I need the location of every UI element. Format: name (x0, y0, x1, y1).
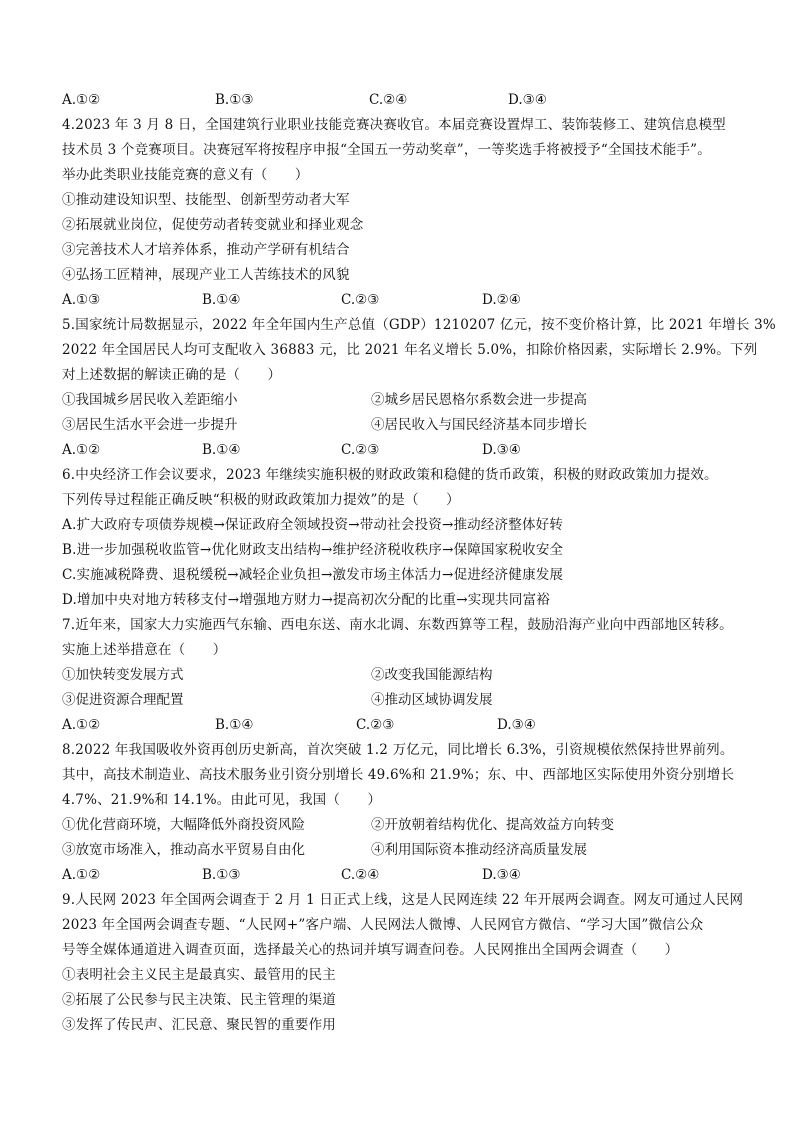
q4-options (62, 288, 762, 313)
q7-item: ④推动区域协调发展 (371, 692, 493, 708)
q4-item: ②拓展就业岗位，促使劳动者转变就业和择业观念 (62, 217, 364, 233)
q7-items-row (62, 663, 762, 688)
q8-item: ②开放朝着结构优化、提高效益方向转变 (371, 817, 614, 833)
option-c: C.②③ (341, 292, 380, 308)
option-a: A.①② (62, 717, 101, 733)
q4-stem-line: 举办此类职业技能竞赛的意义有（ ） (62, 167, 309, 183)
q9-item: ③发挥了传民声、汇民意、聚民智的重要作用 (62, 1017, 336, 1033)
q4-stem-line: 4.2023 年 3 月 8 日，全国建筑行业职业技能竞赛决赛收官。本届竞赛设置焊工、装饰装修工、建筑信息模型 (62, 117, 726, 133)
q7-stem-line: 7.近年来，国家大力实施西气东输、西电东送、南水北调、东数西算等工程，鼓励沿海产业向中西部地区转移。 (62, 617, 733, 633)
q5-items-row (62, 413, 762, 438)
q9-item: ②拓展了公民参与民主决策、民主管理的渠道 (62, 992, 336, 1008)
q5-item: ④居民收入与国民经济基本同步增长 (371, 417, 587, 433)
option-a: A.①③ (62, 292, 101, 308)
q7-item: ③促进资源合理配置 (62, 692, 184, 708)
q6-choice-b: B.进一步加强税收监管→优化财政支出结构→维护经济税收秩序→保障国家税收安全 (62, 542, 564, 558)
option-c: C.②④ (369, 92, 408, 108)
q7-items-row (62, 688, 762, 713)
option-c: C.②③ (356, 717, 395, 733)
q6-choice-a: A.扩大政府专项债券规模→保证政府全领域投资→带动社会投资→推动经济整体好转 (62, 517, 564, 533)
q6-choice-d: D.增加中央对地方转移支付→增强地方财力→提高初次分配的比重→实现共同富裕 (62, 592, 550, 608)
option-a: A.①② (62, 442, 101, 458)
q7-stem-line: 实施上述举措意在（ ） (62, 642, 227, 658)
q6-stem-line: 6.中央经济工作会议要求，2023 年继续实施积极的财政政策和稳健的货币政策，积极的财政政策加力提效。 (62, 467, 718, 483)
option-b: B.①④ (202, 442, 241, 458)
q9-item: ①表明社会主义民主是最真实、最管用的民主 (62, 967, 336, 983)
option-d: D.③④ (482, 867, 521, 883)
q5-options (62, 438, 762, 463)
q8-options (62, 863, 762, 888)
q5-item: ①我国城乡居民收入差距缩小 (62, 392, 238, 408)
q9-stem-line: 9.人民网 2023 年全国两会调查于 2 月 1 日正式上线，这是人民网连续 22 年开展两会调查。网友可通过人民网 (62, 892, 744, 908)
q8-item: ③放宽市场准入，推动高水平贸易自由化 (62, 842, 305, 858)
q8-item: ①优化营商环境，大幅降低外商投资风险 (62, 817, 305, 833)
option-d: D.②④ (482, 292, 521, 308)
option-b: B.①③ (202, 867, 241, 883)
option-d: D.③④ (508, 92, 547, 108)
option-a: A.①② (62, 867, 101, 883)
q5-stem-line: 对上述数据的解读正确的是（ ） (62, 367, 282, 383)
q6-stem-line: 下列传导过程能正确反映“积极的财政政策加力提效”的是（ ） (62, 492, 460, 508)
q8-stem-line: 4.7%、21.9%和 14.1%。由此可见，我国（ ） (62, 792, 382, 808)
q8-stem-line: 8.2022 年我国吸收外资再创历史新高，首次突破 1.2 万亿元，同比增长 6.3%，引资规模依然保持世界前列。 (62, 742, 734, 758)
q3-options (62, 88, 762, 113)
q9-stem-line: 号等全媒体通道进入调查页面，选择最关心的热词并填写调查问卷。人民网推出全国两会调查（ ） (62, 942, 679, 958)
q7-options (62, 713, 762, 738)
q9-stem-line: 2023 年全国两会调查专题、“人民网+”客户端、人民网法人微博、人民网官方微信、“学习大国”微信公众 (62, 917, 704, 933)
option-b: B.①③ (215, 92, 254, 108)
q5-stem-line: 5.国家统计局数据显示，2022 年全年国内生产总值（GDP）1210207 亿元，按不变价格计算，比 2021 年增长 3% (62, 317, 776, 333)
q8-item: ④利用国际资本推动经济高质量发展 (371, 842, 587, 858)
q8-stem-line: 其中，高技术制造业、高技术服务业引资分别增长 49.6%和 21.9%；东、中、西部地区实际使用外资分别增长 (62, 767, 735, 783)
q4-item: ③完善技术人才培养体系，推动产学研有机结合 (62, 242, 350, 258)
option-c: C.②③ (341, 442, 380, 458)
q5-item: ②城乡居民恩格尔系数会进一步提高 (371, 392, 587, 408)
exam-page (62, 88, 776, 1038)
option-d: D.③④ (497, 717, 536, 733)
option-d: D.③④ (482, 442, 521, 458)
option-b: B.①④ (215, 717, 254, 733)
q4-item: ④弘扬工匠精神，展现产业工人苦练技术的风貌 (62, 267, 350, 283)
q6-choice-c: C.实施减税降费、退税缓税→减轻企业负担→激发市场主体活力→促进经济健康发展 (62, 567, 564, 583)
q8-items-row (62, 813, 762, 838)
q4-stem-line: 技术员 3 个竞赛项目。决赛冠军将按程序申报“全国五一劳动奖章”，一等奖选手将被授予“全国技术能手”。 (62, 142, 711, 158)
q5-stem-line: 2022 年全国居民人均可支配收入 36883 元，比 2021 年名义增长 5.0%，扣除价格因素，实际增长 2.9%。下列 (62, 342, 758, 358)
q7-item: ①加快转变发展方式 (62, 667, 184, 683)
option-a: A.①② (62, 92, 101, 108)
q5-item: ③居民生活水平会进一步提升 (62, 417, 238, 433)
q7-item: ②改变我国能源结构 (371, 667, 493, 683)
q4-item: ①推动建设知识型、技能型、创新型劳动者大军 (62, 192, 350, 208)
option-c: C.②④ (341, 867, 380, 883)
q5-items-row (62, 388, 762, 413)
q8-items-row (62, 838, 762, 863)
option-b: B.①④ (202, 292, 241, 308)
